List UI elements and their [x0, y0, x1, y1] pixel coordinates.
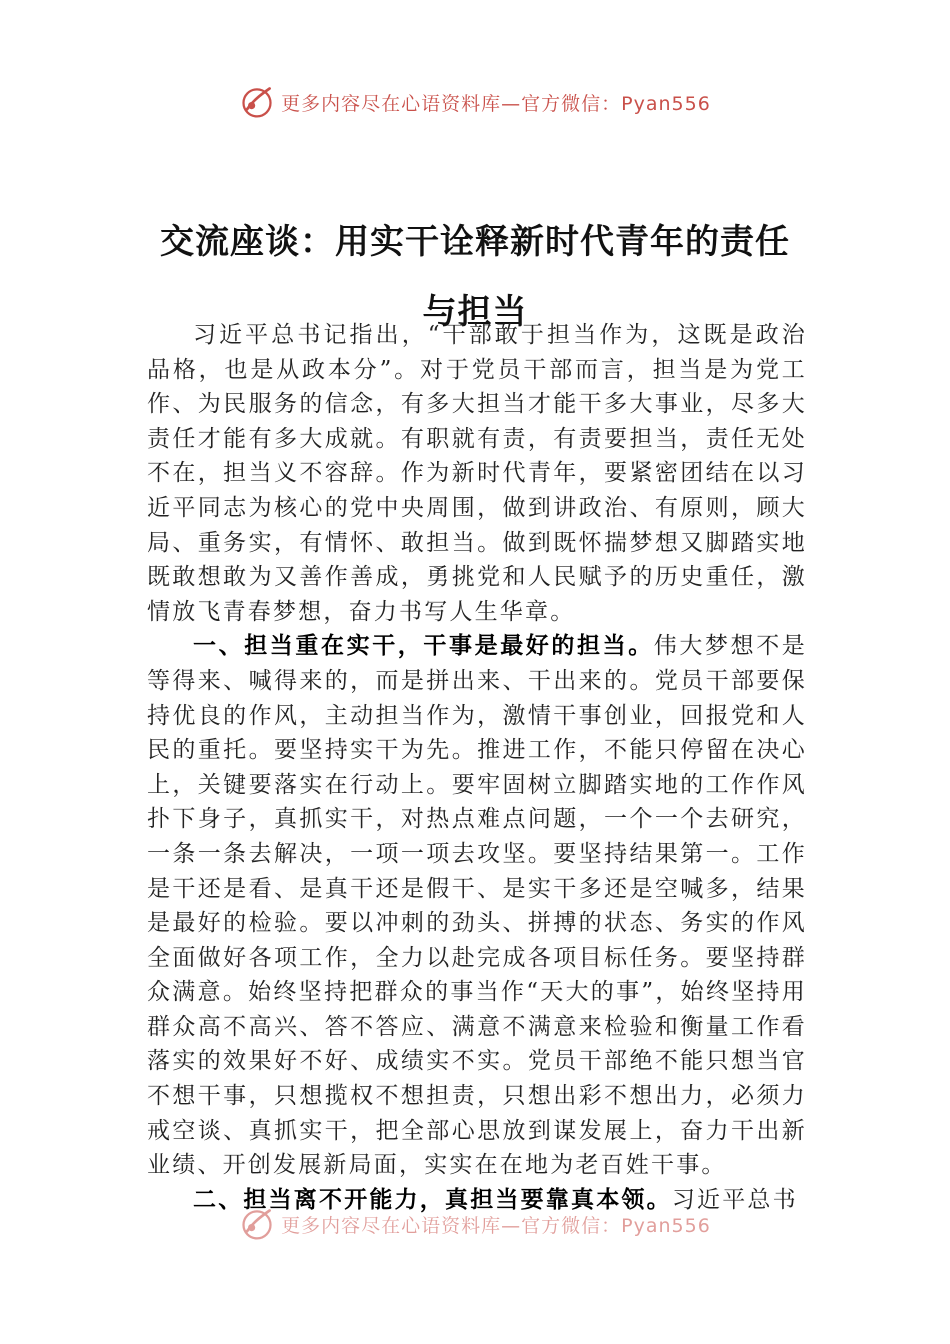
paragraph-text: 习近平总书记指出，“干部敢于担当作为，这既是政治品格，也是从政本分”。对于党员干部而言，担当是为党工作、为民服务的信念，有多大担当才能干多大事业，尽多大责任才能有多大成就。有职就有责，有责要担当，责任无处不在，担当义不容辞。作为新时代青年，要紧密团结在以习近平同志为核心的党中央周围，做到讲政治、有原则，顾大局、重务实，有情怀、敢担当。做到既怀揣梦想又脚踏实地既敢想敢为又善作善成，勇挑党和人民赋予的历史重任，激情放飞青春梦想，奋力书写人生华章。 — [147, 322, 807, 625]
red-brush-logo-icon — [239, 1206, 275, 1242]
document-body — [147, 318, 807, 1217]
red-brush-logo-icon — [239, 84, 275, 120]
watermark-text: 更多内容尽在心语资料库—官方微信：Pyan556 — [281, 1214, 711, 1237]
paragraph-intro — [147, 318, 807, 629]
watermark-header — [0, 84, 950, 120]
section-heading: 二、担当离不开能力，真担当要靠真本领。 — [193, 1185, 672, 1213]
paragraph-text: 伟大梦想不是等得来、喊得来的，而是拼出来、干出来的。党员干部要保持优良的作风，主动担当作为，激情干事创业，回报党和人民的重托。要坚持实干为先。推进工作，不能只停留在决心上，关键要落实在行动上。要牢固树立脚踏实地的工作作风扑下身子，真抓实干，对热点难点问题，一个一个去研究，一条一条去解决，一项一项去攻坚。要坚持结果第一。工作是干还是看、是真干还是假干、是实干多还是空喊多，结果是最好的检验。要以冲刺的劲头、拼搏的状态、务实的作风全面做好各项工作，全力以赴完成各项目标任务。要坚持群众满意。始终坚持把群众的事当作“天大的事”，始终坚持用群众高不高兴、答不答应、满意不满意来检验和衡量工作看落实的效果好不好、成绩实不实。党员干部绝不能只想当官不想干事，只想揽权不想担责，只想出彩不想出力，必须力戒空谈、真抓实干，把全部心思放到谋发展上，奋力干出新业绩、开创发展新局面，实实在在地为老百姓干事。 — [147, 633, 807, 1179]
section-heading: 一、担当重在实干，干事是最好的担当。 — [193, 632, 654, 660]
paragraph-section-1 — [147, 629, 807, 1183]
watermark-footer — [0, 1206, 950, 1242]
document-title: 交流座谈：用实干诠释新时代青年的责任与担当 — [160, 221, 790, 332]
paragraph-text: 习近平总书 — [671, 1186, 798, 1213]
watermark-text: 更多内容尽在心语资料库—官方微信：Pyan556 — [281, 92, 711, 115]
